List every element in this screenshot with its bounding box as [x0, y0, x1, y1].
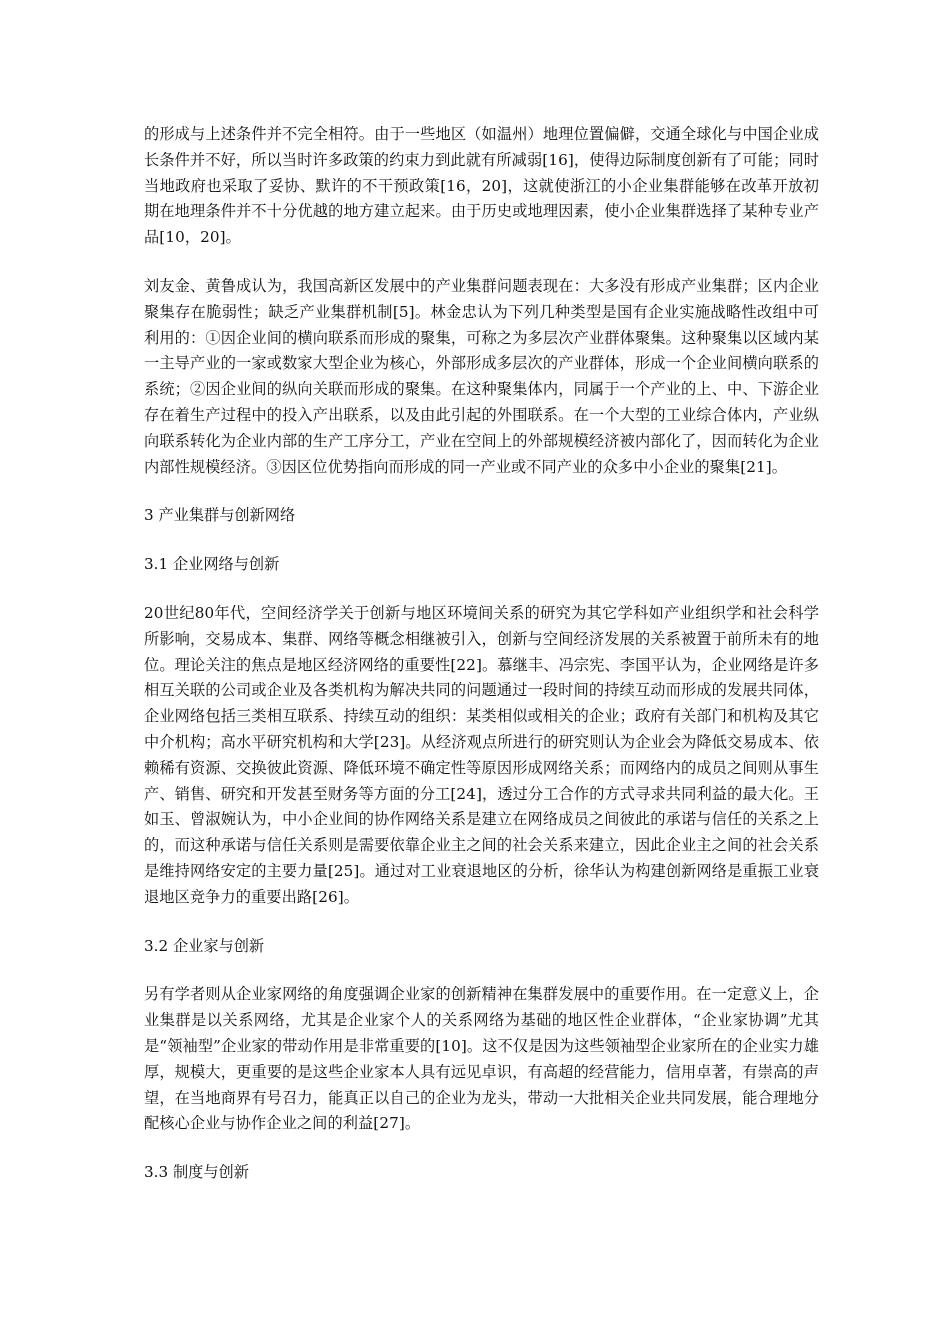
paragraph-entrepreneur: 另有学者则从企业家网络的角度强调企业家的创新精神在集群发展中的重要作用。在一定意义上，企业集群是以关系网络，尤其是企业家个人的关系网络为基础的地区性企业群体，“企业家协调”尤其是“领袖型”企业家的带动作用是非常重要的[10]。这不仅是因为这些领袖型企业家所在的企业实力雄厚，规模大，更重要的是这些企业家本人具有远见卓识，有高超的经营能力，信用卓著，有崇高的声望，在当地商界有号召力，能真正以自己的企业为龙头，带动一大批相关企业共同发展，能合理地分配核心企业与协作企业之间的利益[27]。 — [144, 985, 819, 1133]
subsection-heading-3-1: 3.1 企业网络与创新 — [144, 555, 280, 574]
paragraph-hightech-zone-clusters: 刘友金、黄鲁成认为，我国高新区发展中的产业集群问题表现在：大多没有形成产业集群；区内企业聚集存在脆弱性；缺乏产业集群机制[5]。林金忠认为下列几种类型是国有企业实施战略性改组中可利用的：①因企业间的横向联系而形成的聚集，可称之为多层次产业群体聚集。这种聚集以区域内某一主导产业的一家或数家大型企业为核心，外部形成多层次的产业群体，形成一个企业间横向联系的系统；②因企业间的纵向关联而形成的聚集。在这种聚集体内，同属于一个产业的上、中、下游企业存在着生产过程中的投入产出联系，以及由此引起的外围联系。在一个大型的工业综合体内，产业纵向联系转化为企业内部的生产工序分工，产业在空间上的外部规模经济被内部化了，因而转化为企业内部性规模经济。③因区位优势指向而形成的同一产业或不同产业的众多中小企业的聚集[21]。 — [144, 276, 819, 476]
subsection-heading-3-2: 3.2 企业家与创新 — [144, 936, 265, 955]
document-page — [144, 122, 819, 1209]
paragraph-enterprise-network: 20世纪80年代，空间经济学关于创新与地区环境间关系的研究为其它学科如产业组织学和社会科学所影响，交易成本、集群、网络等概念相继被引入，创新与空间经济发展的关系被置于前所未有的地位。理论关注的焦点是地区经济网络的重要性[22]。慕继丰、冯宗宪、李国平认为，企业网络是许多相互关联的公司或企业及各类机构为解决共同的问题通过一段时间的持续互动而形成的发展共同体，企业网络包括三类相互联系、持续互动的组织：某类相似或相关的企业；政府有关部门和机构及其它中介机构；高水平研究机构和大学[23]。从经济观点所进行的研究则认为企业会为降低交易成本、依赖稀有资源、交换彼此资源、降低环境不确定性等原因形成网络关系；而网络内的成员之间则从事生产、销售、研究和开发甚至财务等方面的分工[24]，透过分工合作的方式寻求共同利益的最大化。王如玉、曾淑婉认为，中小企业间的协作网络关系是建立在网络成员之间彼此的承诺与信任的关系之上的，而这种承诺与信任关系则是需要依靠企业主之间的社会关系来建立，因此企业主之间的社会关系是维持网络安定的主要力量[25]。通过对工业衰退地区的分析，徐华认为构建创新网络是重振工业衰退地区竞争力的重要出路[26]。 — [144, 603, 819, 906]
paragraph-cluster-formation: 的形成与上述条件并不完全相符。由于一些地区（如温州）地理位置偏僻，交通全球化与中国企业成长条件并不好，所以当时许多政策的约束力到此就有所减弱[16]，使得边际制度创新有了可能；同时当地政府也采取了妥协、默许的不干预政策[16，20]，这就使浙江的小企业集群能够在改革开放初期在地理条件并不十分优越的地方建立起来。由于历史或地理因素，使小企业集群选择了某种专业产品[10，20]。 — [144, 125, 819, 247]
section-heading-3: 3 产业集群与创新网络 — [144, 506, 296, 525]
subsection-heading-3-3: 3.3 制度与创新 — [144, 1163, 249, 1182]
